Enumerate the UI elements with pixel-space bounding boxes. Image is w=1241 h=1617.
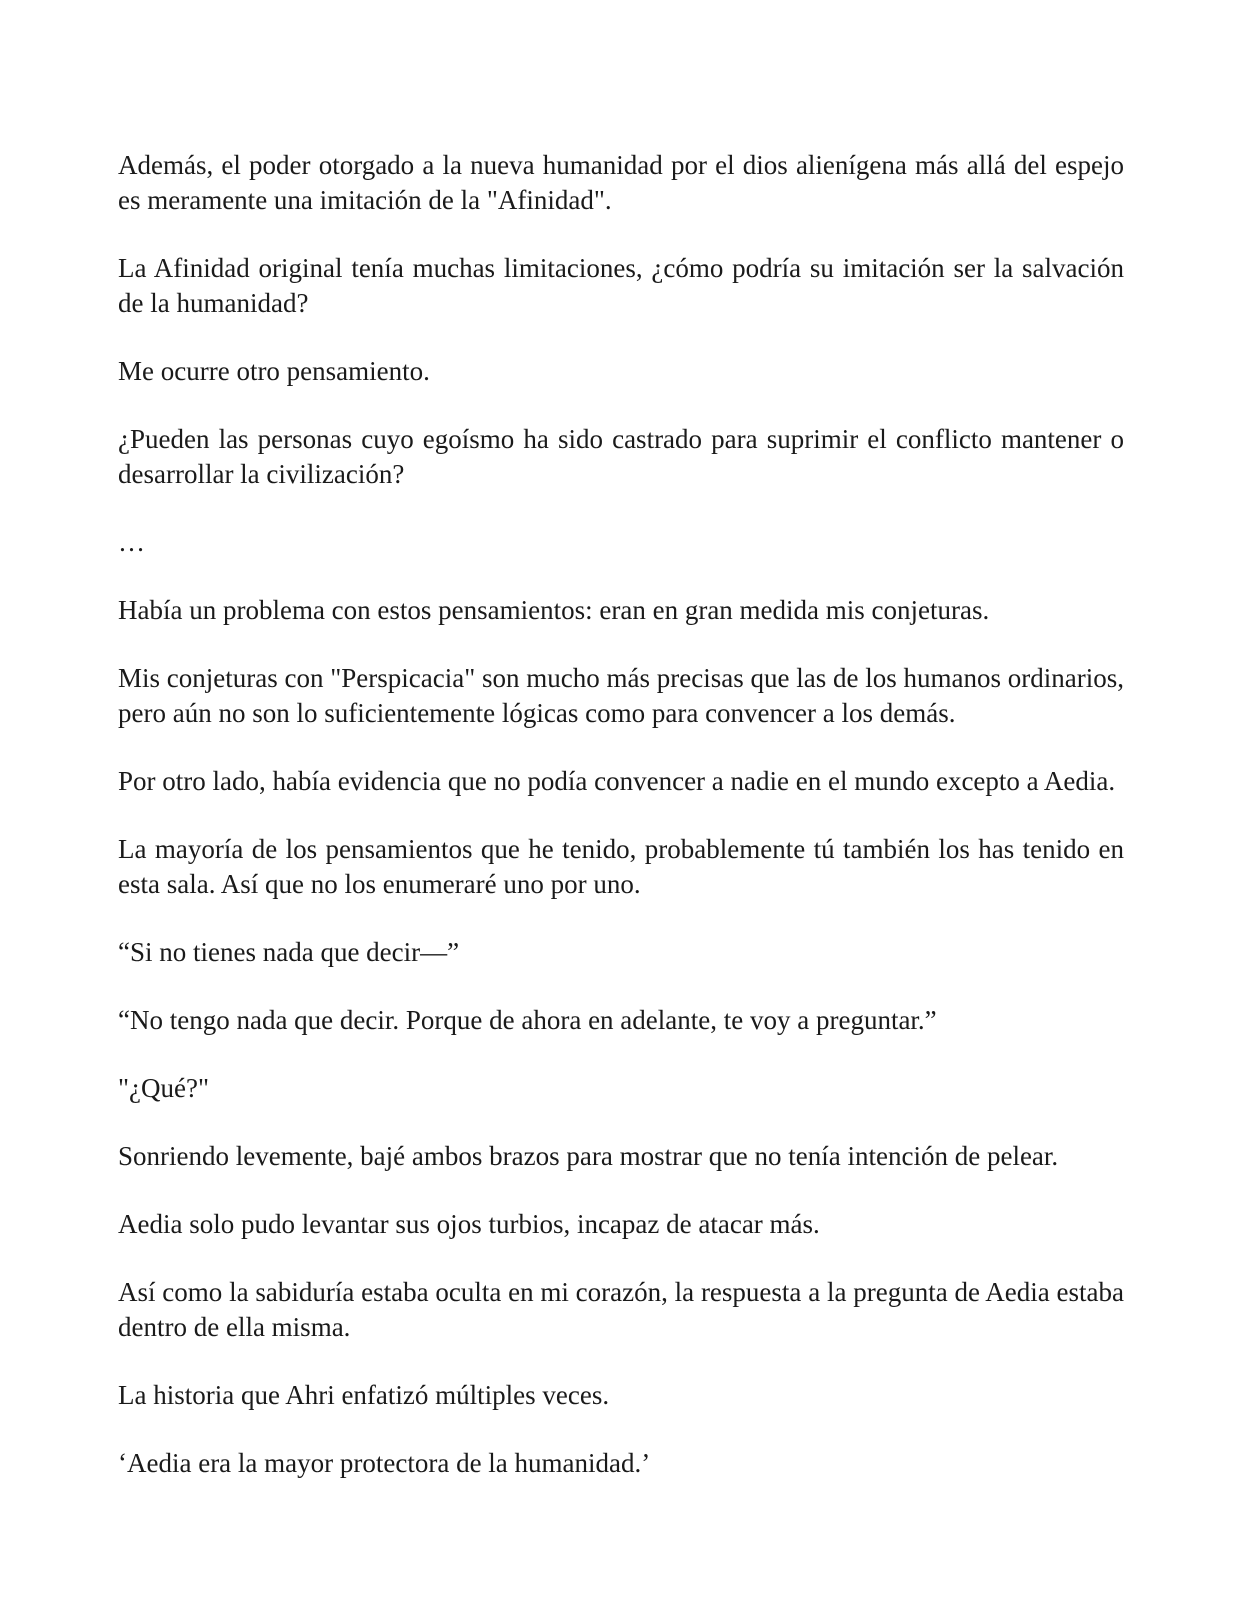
quoted-line: ‘Aedia era la mayor protectora de la humanidad.’	[118, 1448, 651, 1478]
paragraph: La Afinidad original tenía muchas limitaciones, ¿cómo podría su imitación ser la salvación de la humanidad?	[118, 253, 1124, 318]
paragraph: Me ocurre otro pensamiento.	[118, 356, 430, 386]
document-body	[118, 148, 1124, 1481]
dialogue-line: "¿Qué?"	[118, 1073, 209, 1103]
paragraph: Sonriendo levemente, bajé ambos brazos para mostrar que no tenía intención de pelear.	[118, 1141, 1059, 1171]
paragraph: Mis conjeturas con "Perspicacia" son mucho más precisas que las de los humanos ordinarios, pero aún no son lo suficientemente lógicas como para convencer a los demás.	[118, 663, 1124, 728]
paragraph: Además, el poder otorgado a la nueva humanidad por el dios alienígena más allá del espejo es meramente una imitación de la "Afinidad".	[118, 150, 1124, 215]
paragraph: ¿Pueden las personas cuyo egoísmo ha sido castrado para suprimir el conflicto mantener o desarrollar la civilización?	[118, 424, 1124, 489]
dialogue-line: “No tengo nada que decir. Porque de ahora en adelante, te voy a preguntar.”	[118, 1005, 937, 1035]
dialogue-line: “Si no tienes nada que decir—”	[118, 937, 460, 967]
paragraph: La historia que Ahri enfatizó múltiples veces.	[118, 1380, 610, 1410]
paragraph: Así como la sabiduría estaba oculta en mi corazón, la respuesta a la pregunta de Aedia estaba dentro de ella misma.	[118, 1277, 1124, 1342]
paragraph: Por otro lado, había evidencia que no podía convencer a nadie en el mundo excepto a Aedia.	[118, 766, 1116, 796]
paragraph: La mayoría de los pensamientos que he tenido, probablemente tú también los has tenido en esta sala. Así que no los enumeraré uno por uno.	[118, 834, 1124, 899]
paragraph: Aedia solo pudo levantar sus ojos turbios, incapaz de atacar más.	[118, 1209, 820, 1239]
paragraph: Había un problema con estos pensamientos: eran en gran medida mis conjeturas.	[118, 595, 990, 625]
ellipsis-separator: …	[118, 527, 145, 557]
